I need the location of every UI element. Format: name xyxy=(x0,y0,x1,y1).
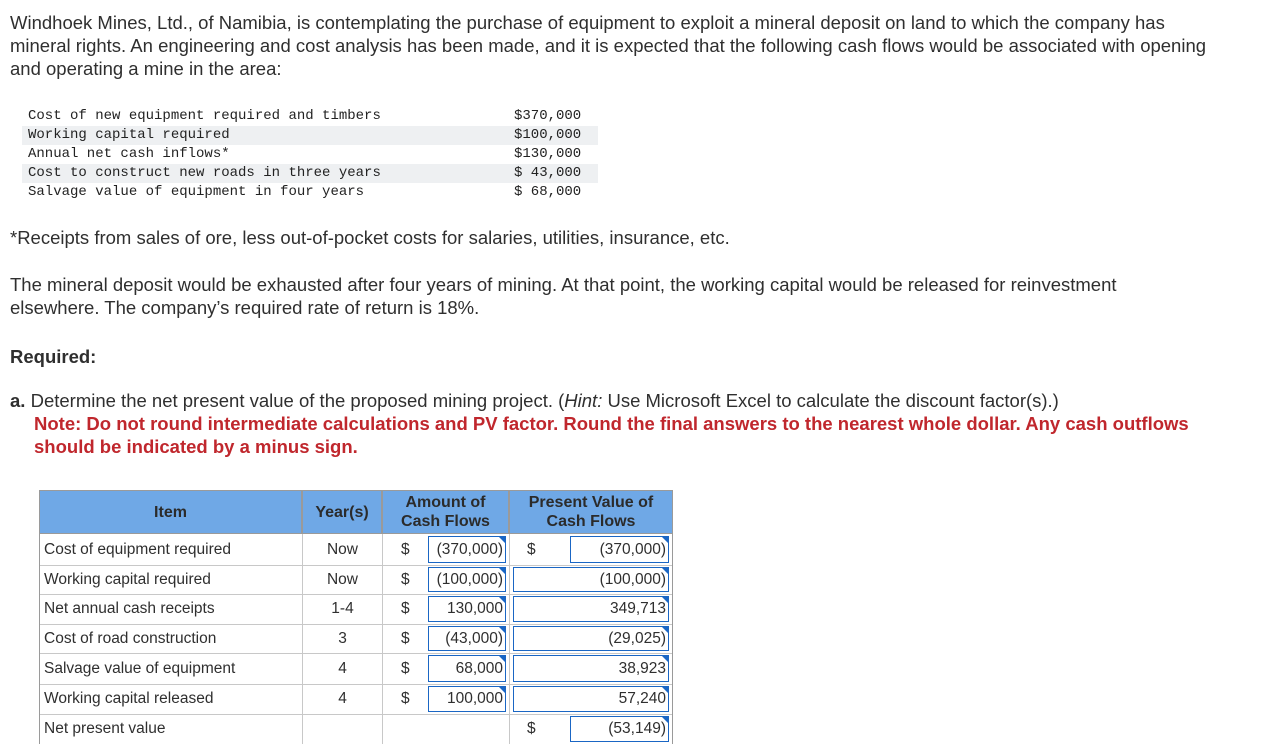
amount-input[interactable]: (100,000) xyxy=(428,567,506,592)
row-item-label: Working capital released xyxy=(39,684,302,714)
list-item: Cost to construct new roads in three years $ 43,000 xyxy=(22,164,598,183)
row-item-label: Cost of road construction xyxy=(39,624,302,653)
list-item: Annual net cash inflows* $130,000 xyxy=(28,146,582,162)
row-years: 3 xyxy=(302,624,382,653)
npv-answer-table xyxy=(39,490,673,744)
present-value-input[interactable]: (100,000) xyxy=(513,567,669,592)
footnote: *Receipts from sales of ore, less out-of-pocket costs for salaries, utilities, insurance, etc. xyxy=(10,227,730,248)
answer-flag-icon xyxy=(662,687,669,694)
header-present-value: Present Value of Cash Flows xyxy=(509,490,673,534)
row-years: Now xyxy=(302,565,382,594)
header-amount: Amount of Cash Flows xyxy=(382,490,509,534)
table-row xyxy=(39,653,673,685)
currency-symbol: $ xyxy=(527,540,536,558)
table-row xyxy=(39,594,673,625)
amount-input[interactable]: 130,000 xyxy=(428,596,506,622)
answer-flag-icon xyxy=(499,568,506,575)
hint-label: Hint: xyxy=(564,390,603,411)
list-item: Salvage value of equipment in four years $ 68,000 xyxy=(28,184,582,200)
problem-paragraph: The mineral deposit would be exhausted after four years of mining. At that point, the working capital would be released for reinvestment elsewhere. The company’s required rate of return is 18%. xyxy=(10,274,1117,318)
amount-input[interactable]: (370,000) xyxy=(428,536,506,563)
row-item-label: Salvage value of equipment xyxy=(39,653,302,684)
table-row xyxy=(39,684,673,715)
currency-symbol: $ xyxy=(401,659,410,677)
present-value-input[interactable]: 38,923 xyxy=(513,655,669,682)
currency-symbol: $ xyxy=(401,690,410,707)
part-label: a. xyxy=(10,390,26,411)
amount-input[interactable]: 68,000 xyxy=(428,655,506,682)
list-item: Working capital required $100,000 xyxy=(22,126,598,145)
problem-intro: Windhoek Mines, Ltd., of Namibia, is contemplating the purchase of equipment to exploit a mineral deposit on land to which the company has mineral rights. An engineering and cost analysis has been made, and it is expected that the following cash flows would be associated with opening and operating a mine in the area: xyxy=(10,12,1207,79)
answer-flag-icon xyxy=(662,568,669,575)
cash-flow-list xyxy=(22,107,598,202)
present-value-input[interactable]: (29,025) xyxy=(513,626,669,651)
currency-symbol: $ xyxy=(401,570,410,588)
present-value-input[interactable]: 349,713 xyxy=(513,596,669,622)
answer-flag-icon xyxy=(499,627,506,634)
row-item-label: Net present value xyxy=(39,714,302,744)
table-row xyxy=(39,565,673,595)
present-value-input[interactable]: (370,000) xyxy=(570,536,669,563)
answer-flag-icon xyxy=(662,656,669,663)
answer-flag-icon xyxy=(499,537,506,544)
currency-symbol: $ xyxy=(401,600,410,617)
row-item-label: Cost of equipment required xyxy=(39,534,302,565)
answer-flag-icon xyxy=(662,537,669,544)
net-present-value-input[interactable]: (53,149) xyxy=(570,716,669,742)
answer-flag-icon xyxy=(499,656,506,663)
row-years: 1-4 xyxy=(302,594,382,624)
answer-flag-icon xyxy=(499,687,506,694)
part-a-instructions: a. Determine the net present value of the proposed mining project. (Hint: Use Microsoft Excel to calculate the discount factor(s).) Note: Do not round intermediate calculations and PV factor. Round the final answers to the nearest whole dollar. Any cash outflows should be indicated by a minus sign. xyxy=(10,389,1210,458)
present-value-input[interactable]: 57,240 xyxy=(513,686,669,712)
header-item: Item xyxy=(39,490,302,534)
row-item-label: Working capital required xyxy=(39,565,302,594)
currency-symbol: $ xyxy=(401,540,410,558)
currency-symbol: $ xyxy=(401,629,410,647)
list-item: Cost of new equipment required and timbers $370,000 xyxy=(28,108,582,124)
amount-input[interactable]: (43,000) xyxy=(428,626,506,651)
table-row xyxy=(39,624,673,654)
rounding-note: Note: Do not round intermediate calculations and PV factor. Round the final answers to the nearest whole dollar. Any cash outflows should be indicated by a minus sign. xyxy=(34,413,1189,457)
required-heading: Required: xyxy=(10,346,97,367)
amount-input[interactable]: 100,000 xyxy=(428,686,506,712)
table-row xyxy=(39,534,673,566)
row-years: 4 xyxy=(302,653,382,684)
currency-symbol: $ xyxy=(527,720,536,737)
answer-flag-icon xyxy=(499,597,506,604)
row-years: Now xyxy=(302,534,382,565)
answer-flag-icon xyxy=(662,597,669,604)
row-item-label: Net annual cash receipts xyxy=(39,594,302,624)
row-years: 4 xyxy=(302,684,382,714)
table-row-total xyxy=(39,714,673,744)
answer-flag-icon xyxy=(662,627,669,634)
answer-flag-icon xyxy=(662,717,669,724)
header-years: Year(s) xyxy=(302,490,382,534)
